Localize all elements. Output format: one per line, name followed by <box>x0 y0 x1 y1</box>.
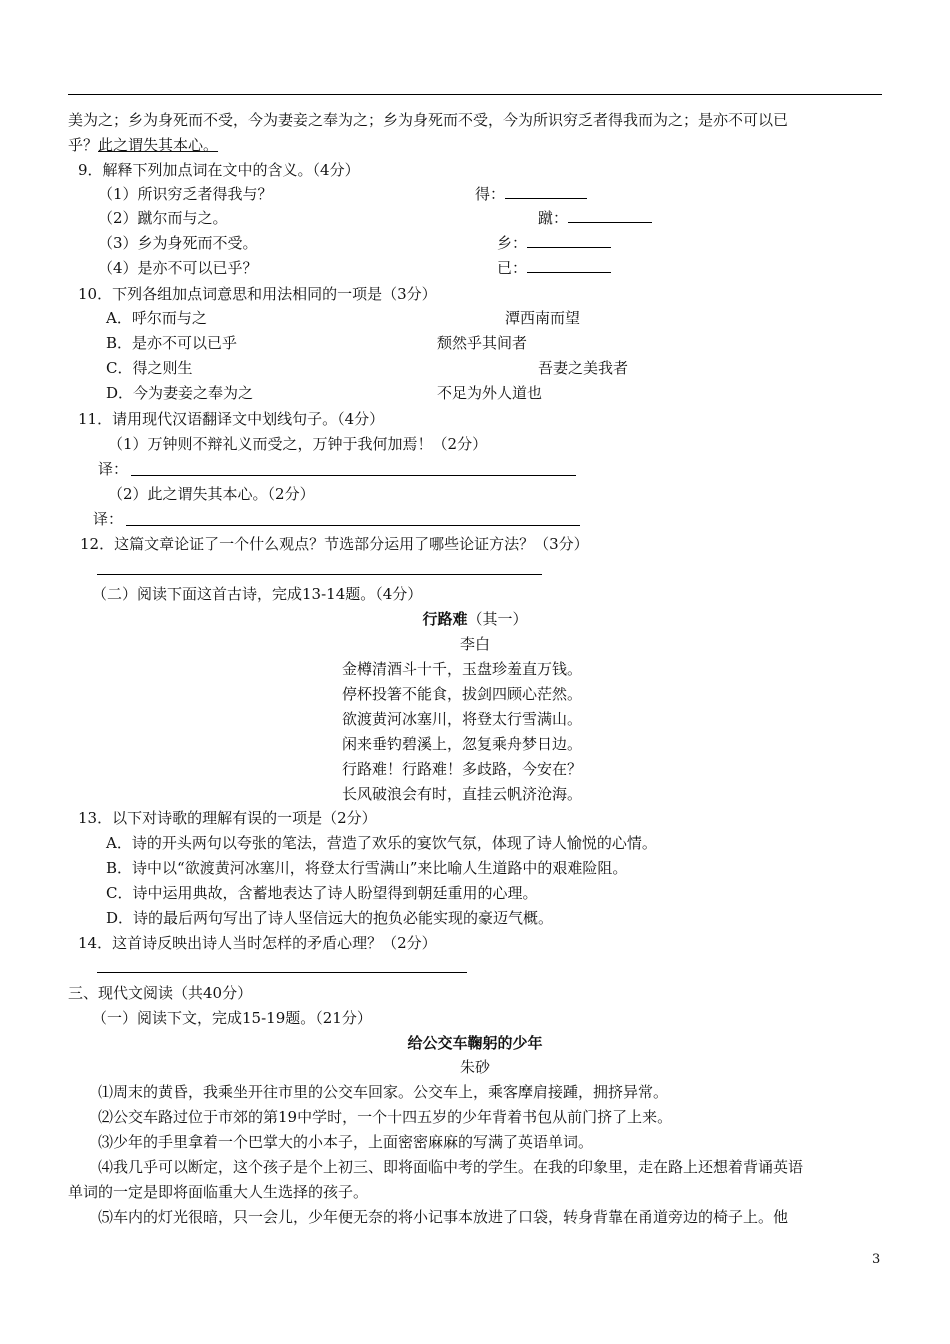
q12-answer-line[interactable] <box>97 574 542 575</box>
passage-line-1: 美为之；乡为身死而不受，今为妻妾之奉为之；乡为身死而不受，今为所识穷乏者得我而为之；是亦不可以已 <box>68 111 789 129</box>
q9-word-3: 乡： <box>497 234 528 252</box>
article-para-3: ⑶少年的手里拿着一个巴掌大的小本子，上面密密麻麻的写满了英语单词。 <box>98 1133 594 1151</box>
q9-item-1: （1）所识穷乏者得我与？ <box>98 185 273 203</box>
q10-option-c-pair: 吾妻之美我者 <box>538 359 629 377</box>
poem-line-6: 长风破浪会有时，直挂云帆济沧海。 <box>342 785 583 803</box>
q10-option-c: C．得之则生 <box>106 359 193 377</box>
article-para-1: ⑴周末的黄昏，我乘坐开往市里的公交车回家。公交车上，乘客摩肩接踵，拥挤异常。 <box>98 1083 669 1101</box>
q11-stem: 11．请用现代汉语翻译文中划线句子。（4分） <box>78 410 385 428</box>
q11-sentence-2: （2）此之谓失其本心。（2分） <box>108 485 315 503</box>
article-para-2: ⑵公交车路过位于市郊的第19中学时，一个十四五岁的少年背着书包从前门挤了上来。 <box>98 1108 673 1126</box>
article-title-text: 给公交车鞠躬的少年 <box>407 1034 543 1052</box>
section2-intro: （二）阅读下面这首古诗，完成13-14题。（4分） <box>92 585 423 603</box>
q14-answer-line[interactable] <box>97 972 467 973</box>
q9-word-4: 已： <box>497 259 528 277</box>
header-rule <box>68 94 882 95</box>
poem-line-5: 行路难！行路难！多歧路，今安在？ <box>342 760 583 778</box>
q11-sentence-1: （1）万钟则不辩礼义而受之，万钟于我何加焉！（2分） <box>108 435 488 453</box>
q9-item-2: （2）蹴尔而与之。 <box>98 209 228 227</box>
page-number: 3 <box>872 1252 881 1267</box>
poem-line-3: 欲渡黄河冰塞川，将登太行雪满山。 <box>342 710 583 728</box>
section3-heading: 三、现代文阅读（共40分） <box>68 984 253 1002</box>
q11-answer-line-1[interactable] <box>131 475 576 476</box>
article-para-4: ⑷我几乎可以断定，这个孩子是个上初三、即将面临中考的学生。在我的印象里，走在路上还想着背诵英语 <box>98 1158 804 1176</box>
q14-stem: 14．这首诗反映出诗人当时怎样的矛盾心理？（2分） <box>78 934 437 952</box>
q10-option-d: D．今为妻妾之奉为之 <box>106 384 254 402</box>
answer-blank[interactable] <box>568 208 652 223</box>
q10-option-b-pair: 颓然乎其间者 <box>437 334 528 352</box>
poem-line-1: 金樽清酒斗十千，玉盘珍羞直万钱。 <box>342 660 583 678</box>
q10-option-d-pair: 不足为外人道也 <box>437 384 543 402</box>
article-para-4-cont: 单词的一定是即将面临重大人生选择的孩子。 <box>68 1183 369 1201</box>
answer-blank[interactable] <box>505 184 587 199</box>
underlined-sentence: 此之谓失其本心。 <box>98 136 219 154</box>
q9-item-4: （4）是亦不可以已乎？ <box>98 259 258 277</box>
q9-answer-2[interactable] <box>538 208 652 228</box>
poem-heading <box>0 609 950 629</box>
passage-line-2-prefix: 乎？ <box>68 136 99 154</box>
q11-translate-label-1: 译： <box>98 460 129 478</box>
article-author: 朱砂 <box>459 1058 490 1076</box>
q13-option-b: B．诗中以“欲渡黄河冰塞川，将登太行雪满山”来比喻人生道路中的艰难险阻。 <box>106 859 628 877</box>
q11-answer-line-2[interactable] <box>126 525 580 526</box>
q10-stem: 10．下列各组加点词意思和用法相同的一项是（3分） <box>78 285 437 303</box>
q13-option-d: D．诗的最后两句写出了诗人坚信远大的抱负必能实现的豪迈气概。 <box>106 909 554 927</box>
article-title <box>0 1033 950 1053</box>
q13-stem: 13．以下对诗歌的理解有误的一项是（2分） <box>78 809 377 827</box>
q9-answer-1[interactable] <box>475 184 587 204</box>
q9-item-3: （3）乡为身死而不受。 <box>98 234 258 252</box>
poem-line-4: 闲来垂钓碧溪上，忽复乘舟梦日边。 <box>342 735 583 753</box>
poem-line-2: 停杯投箸不能食，拔剑四顾心茫然。 <box>342 685 583 703</box>
poem-author: 李白 <box>459 635 490 653</box>
section3-sub: （一）阅读下文，完成15-19题。（21分） <box>92 1009 372 1027</box>
q10-option-a: A．呼尔而与之 <box>106 309 207 327</box>
q9-stem: 9．解释下列加点词在文中的含义。（4分） <box>78 161 360 179</box>
poem-title: 行路难 <box>422 610 468 628</box>
q10-option-b: B．是亦不可以已乎 <box>106 334 238 352</box>
q9-answer-4[interactable] <box>497 258 611 278</box>
passage-line-2 <box>68 135 218 155</box>
q12-stem: 12．这篇文章论证了一个什么观点？节选部分运用了哪些论证方法？（3分） <box>80 535 589 553</box>
q13-option-c: C．诗中运用典故，含蓄地表达了诗人盼望得到朝廷重用的心理。 <box>106 884 538 902</box>
answer-blank[interactable] <box>527 233 611 248</box>
q9-word-1: 得： <box>475 185 506 203</box>
q10-option-a-pair: 潭西南而望 <box>505 309 581 327</box>
q13-option-a: A．诗的开头两句以夸张的笔法，营造了欢乐的宴饮气氛，体现了诗人愉悦的心情。 <box>106 834 657 852</box>
article-para-5: ⑸车内的灯光很暗，只一会儿，少年便无奈的将小记事本放进了口袋，转身背靠在甬道旁边的椅子上。他 <box>98 1208 789 1226</box>
answer-blank[interactable] <box>527 258 611 273</box>
q9-word-2: 蹴： <box>538 209 569 227</box>
poem-subtitle: （其一） <box>467 610 528 628</box>
q9-answer-3[interactable] <box>497 233 611 253</box>
q11-translate-label-2: 译： <box>93 510 124 528</box>
